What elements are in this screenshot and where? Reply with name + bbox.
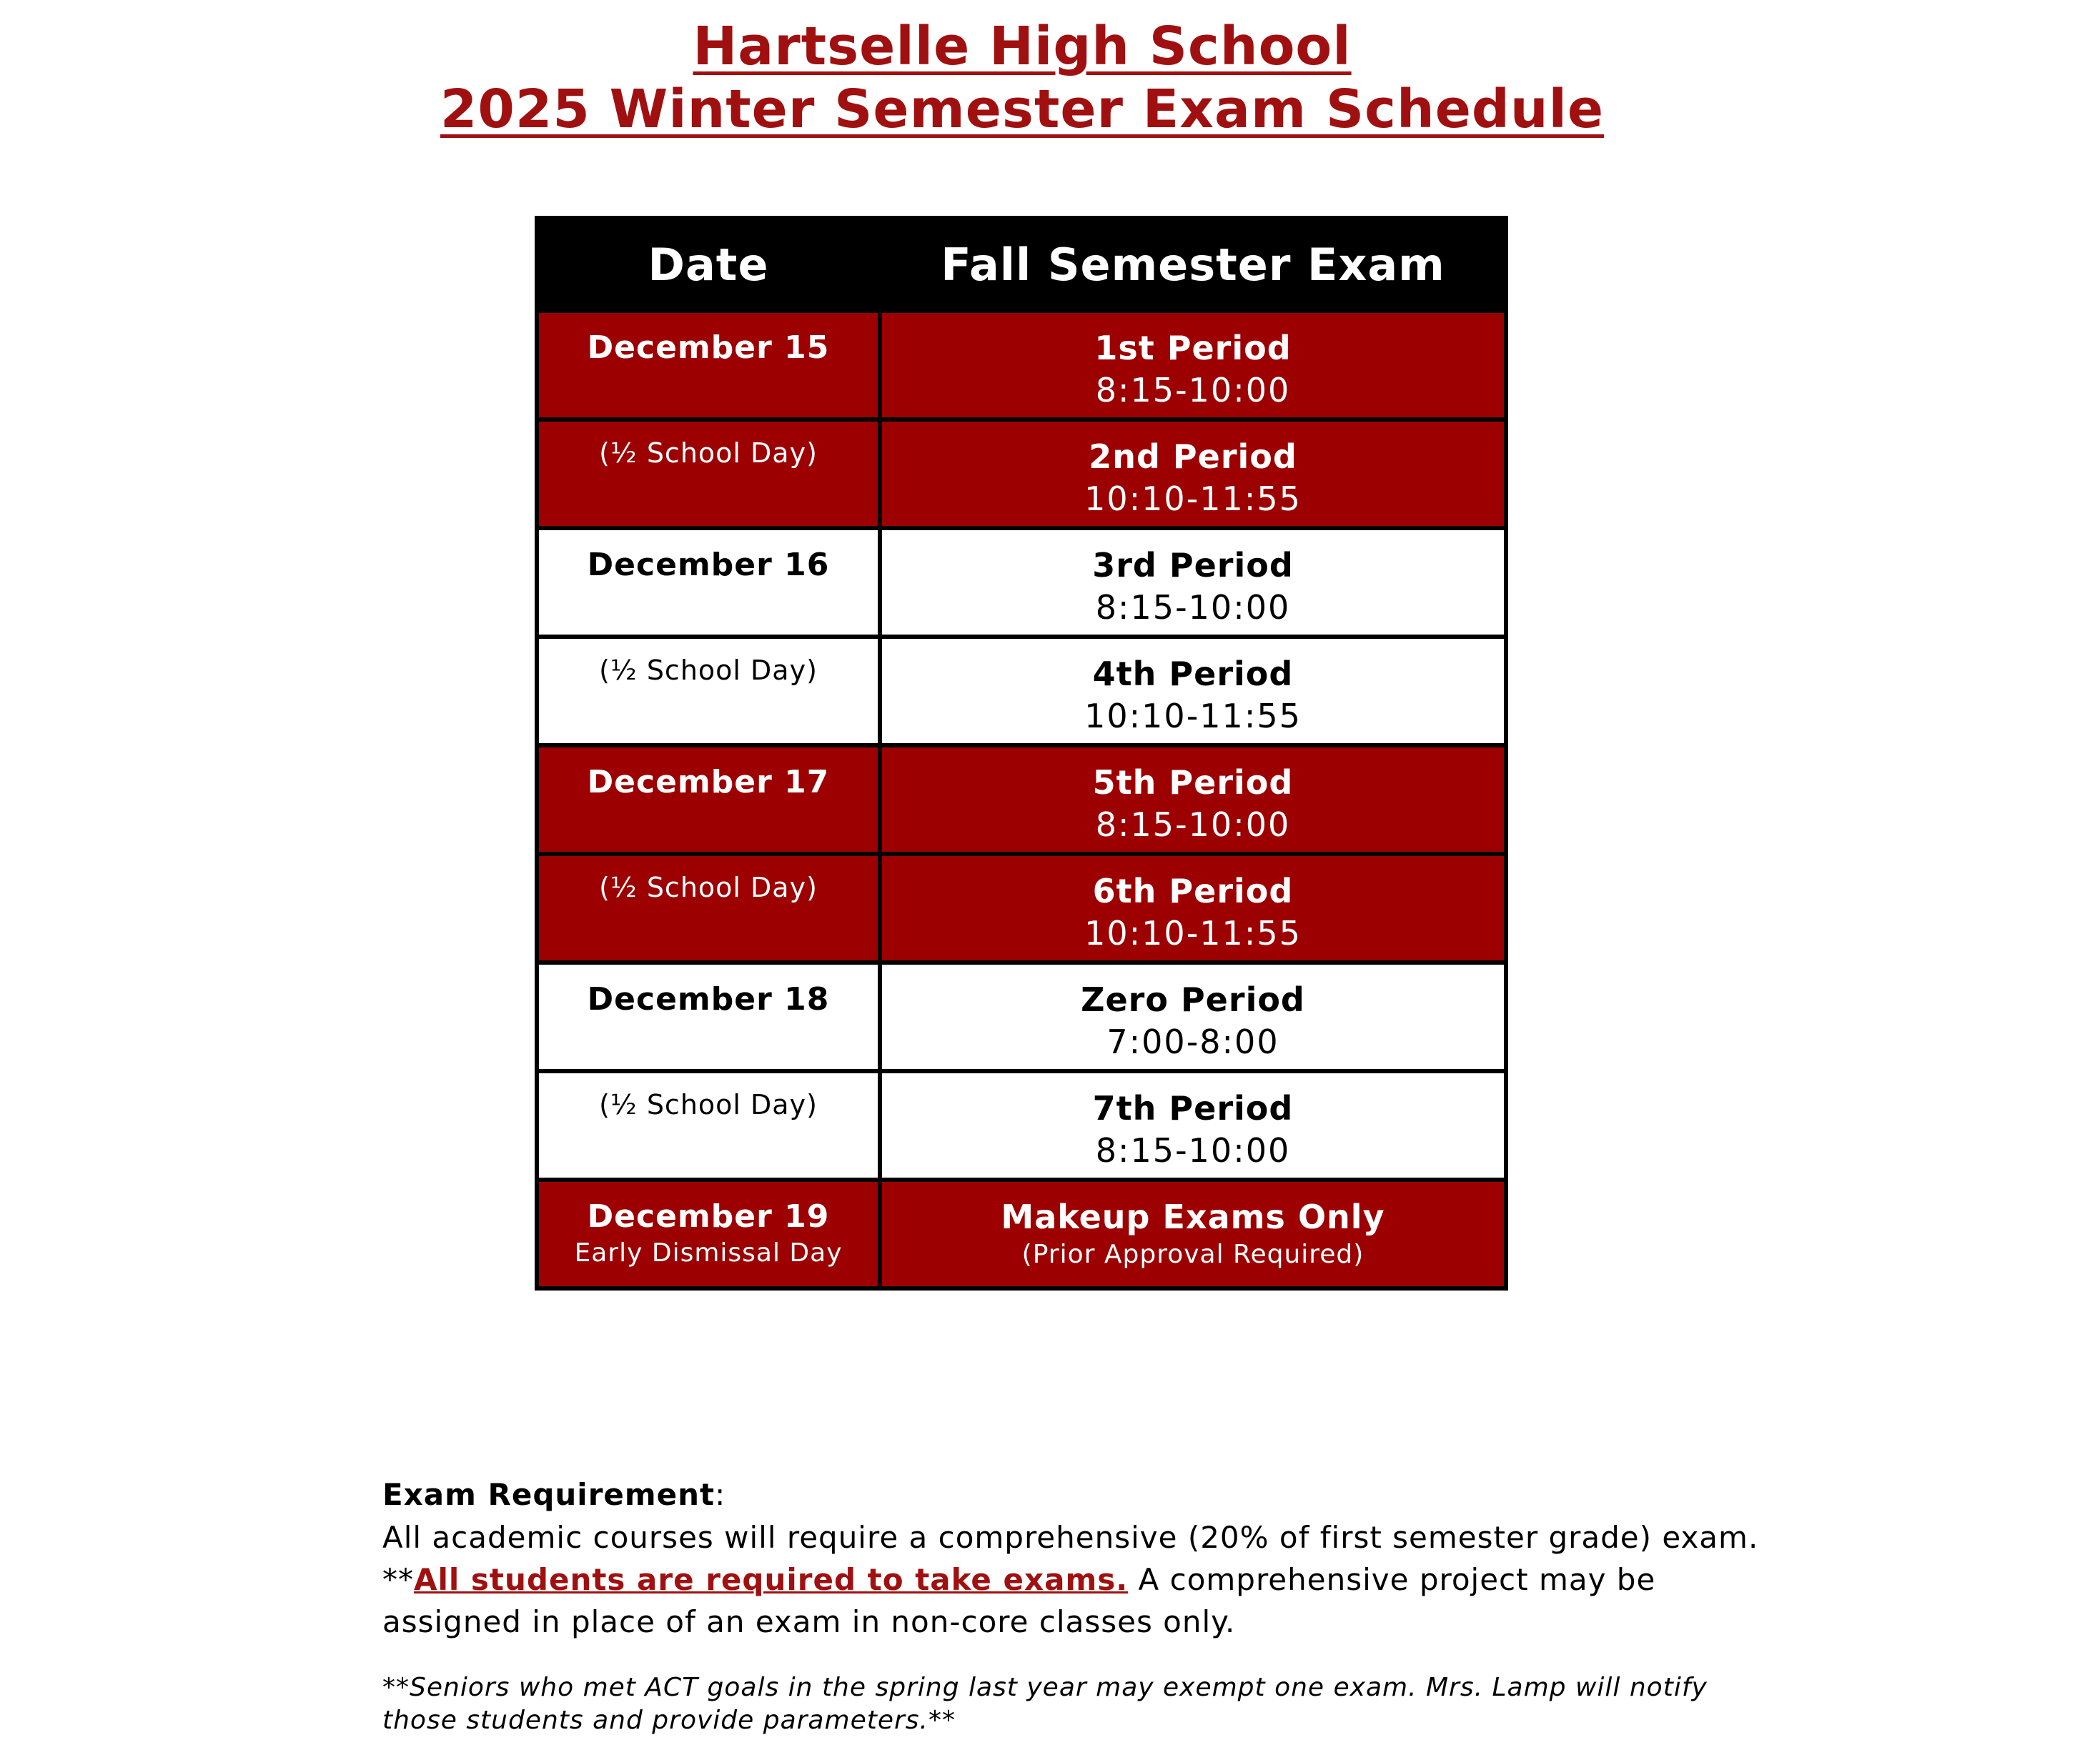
table-row bbox=[537, 745, 1506, 854]
date-cell bbox=[537, 963, 880, 1071]
table-row bbox=[537, 1180, 1506, 1288]
date-cell bbox=[537, 637, 880, 745]
table-body bbox=[537, 311, 1506, 1288]
day-type-label: (½ School Day) bbox=[599, 872, 818, 903]
table-row bbox=[537, 419, 1506, 528]
exam-requirement-section bbox=[382, 1473, 1783, 1737]
date-cell bbox=[537, 419, 880, 528]
exam-note: (Prior Approval Required) bbox=[1021, 1239, 1364, 1269]
exam-schedule-table bbox=[535, 216, 1508, 1291]
exam-time: 7:00-8:00 bbox=[1106, 1022, 1279, 1061]
table-row bbox=[537, 963, 1506, 1071]
exam-time: 8:15-10:00 bbox=[1095, 587, 1291, 627]
exam-time: 10:10-11:55 bbox=[1084, 696, 1302, 735]
exam-period-label: 6th Period bbox=[1092, 872, 1294, 910]
exam-period-label: 5th Period bbox=[1092, 763, 1294, 802]
exam-cell bbox=[880, 854, 1506, 963]
requirement-emphasis: All students are required to take exams. bbox=[414, 1562, 1129, 1597]
exam-cell bbox=[880, 311, 1506, 419]
requirement-text-before: All academic courses will require a comprehensive (20% of first semester grade) exam. ** bbox=[382, 1520, 1759, 1597]
date-label: December 19 bbox=[587, 1198, 830, 1235]
page-subtitle: 2025 Winter Semester Exam Schedule bbox=[440, 79, 1605, 140]
exam-period-label: 1st Period bbox=[1094, 329, 1292, 367]
exam-cell bbox=[880, 1180, 1506, 1288]
exam-time: 8:15-10:00 bbox=[1095, 805, 1291, 844]
exam-time: 10:10-11:55 bbox=[1084, 913, 1302, 953]
day-type-label: (½ School Day) bbox=[599, 1089, 818, 1120]
requirement-text-after: A comprehensive project may be assigned in place of an exam in non-core classes only. bbox=[382, 1562, 1656, 1639]
exam-cell bbox=[880, 963, 1506, 1071]
requirement-heading-line bbox=[382, 1473, 1783, 1516]
table-header-row bbox=[537, 218, 1506, 311]
date-cell bbox=[537, 311, 880, 419]
requirement-heading: Exam Requirement bbox=[382, 1477, 715, 1512]
exam-time: 8:15-10:00 bbox=[1095, 1130, 1291, 1170]
date-cell bbox=[537, 1180, 880, 1288]
table-row bbox=[537, 311, 1506, 419]
requirement-text bbox=[382, 1516, 1783, 1643]
column-header-exam: Fall Semester Exam bbox=[880, 218, 1506, 311]
seniors-note: **Seniors who met ACT goals in the spring last year may exempt one exam. Mrs. Lamp will notify those students and provide parameters.** bbox=[382, 1673, 1708, 1735]
exam-period-label: 7th Period bbox=[1092, 1089, 1294, 1128]
exam-period-label: 3rd Period bbox=[1092, 546, 1294, 585]
date-note: Early Dismissal Day bbox=[574, 1238, 843, 1268]
date-cell bbox=[537, 745, 880, 854]
exam-period-label: 4th Period bbox=[1092, 655, 1294, 693]
exam-cell bbox=[880, 528, 1506, 637]
date-label: December 18 bbox=[587, 981, 830, 1018]
exam-period-label: Makeup Exams Only bbox=[1001, 1198, 1385, 1236]
date-cell bbox=[537, 854, 880, 963]
exam-cell bbox=[880, 1071, 1506, 1180]
exam-period-label: Zero Period bbox=[1081, 980, 1305, 1019]
exam-time: 8:15-10:00 bbox=[1095, 370, 1291, 409]
exam-time: 10:10-11:55 bbox=[1084, 479, 1302, 518]
date-cell bbox=[537, 528, 880, 637]
column-header-date: Date bbox=[537, 218, 880, 311]
table-row bbox=[537, 1071, 1506, 1180]
exam-cell bbox=[880, 419, 1506, 528]
date-label: December 16 bbox=[587, 547, 830, 583]
day-type-label: (½ School Day) bbox=[599, 437, 818, 469]
date-cell bbox=[537, 1071, 880, 1180]
date-label: December 17 bbox=[587, 764, 830, 800]
table-row bbox=[537, 528, 1506, 637]
day-type-label: (½ School Day) bbox=[599, 655, 818, 686]
exam-cell bbox=[880, 745, 1506, 854]
date-label: December 15 bbox=[587, 329, 830, 366]
page-title: Hartselle High School bbox=[693, 16, 1352, 77]
table-row bbox=[537, 854, 1506, 963]
exam-cell bbox=[880, 637, 1506, 745]
table-row bbox=[537, 637, 1506, 745]
exam-period-label: 2nd Period bbox=[1089, 437, 1297, 476]
requirement-heading-colon: : bbox=[715, 1477, 726, 1512]
